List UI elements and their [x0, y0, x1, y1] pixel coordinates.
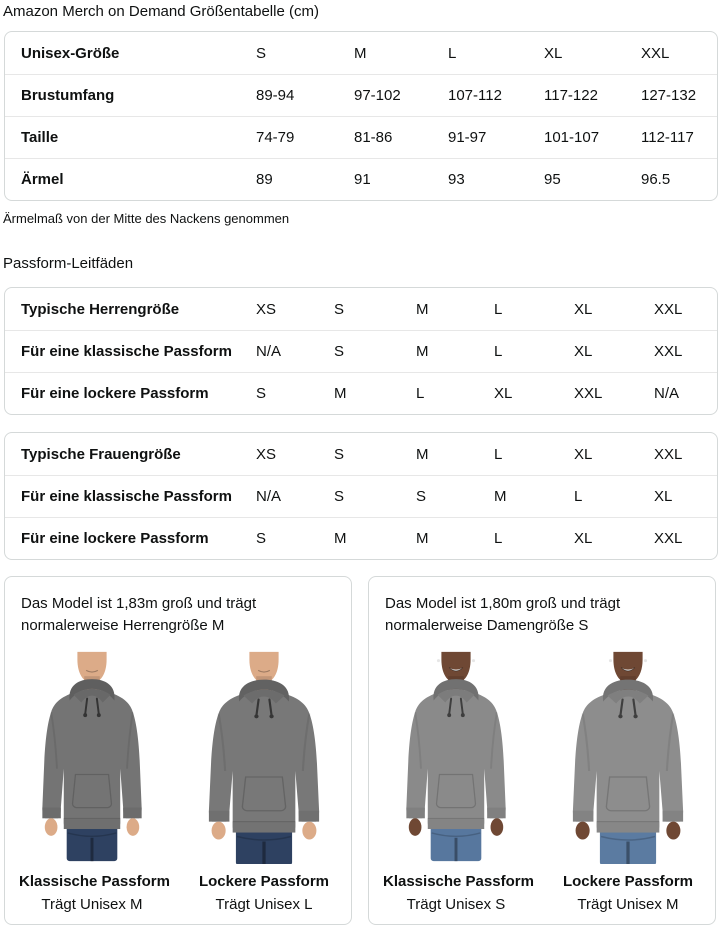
size-value: N/A	[654, 372, 717, 414]
size-value: 91-97	[448, 116, 544, 158]
model-photos	[19, 649, 337, 916]
table-row	[5, 74, 717, 116]
size-value: XXL	[654, 517, 717, 559]
size-value: S	[256, 372, 334, 414]
row-label: Typische Herrengröße	[21, 300, 180, 318]
size-value: 101-107	[544, 116, 641, 158]
size-value: N/A	[256, 475, 334, 517]
size-value: M	[354, 44, 367, 62]
size-value: XXL	[654, 300, 683, 318]
row-label: Brustumfang	[5, 74, 256, 116]
size-value: XS	[256, 300, 277, 318]
table-row	[5, 372, 717, 414]
size-value: M	[416, 330, 494, 372]
size-value: L	[574, 475, 654, 517]
model-photo	[19, 649, 165, 864]
size-value: 74-79	[256, 116, 354, 158]
model-figure	[383, 649, 534, 916]
size-value: M	[416, 300, 429, 318]
size-value: 93	[448, 158, 544, 200]
table-row	[5, 433, 717, 475]
size-value: M	[494, 475, 574, 517]
size-value: L	[416, 372, 494, 414]
model-photo	[191, 649, 337, 864]
size-value: S	[334, 445, 345, 463]
size-value: 97-102	[354, 74, 448, 116]
size-value: XXL	[574, 372, 654, 414]
size-value: S	[256, 44, 267, 62]
size-value: 107-112	[448, 74, 544, 116]
size-value: XL	[574, 300, 593, 318]
size-value: M	[416, 517, 494, 559]
worn-size-label: Trägt Unisex M	[41, 896, 143, 913]
size-value: S	[334, 475, 416, 517]
size-value: XL	[544, 44, 563, 62]
size-value: XL	[574, 517, 654, 559]
table-row	[5, 158, 717, 200]
fit-label: Klassische Passform	[19, 873, 170, 890]
model-figure	[191, 649, 337, 916]
fit-label: Lockere Passform	[198, 873, 330, 890]
model-figure	[555, 649, 701, 916]
size-value: N/A	[256, 330, 334, 372]
size-value: S	[334, 330, 416, 372]
model-photo	[383, 649, 529, 864]
size-value: M	[334, 517, 416, 559]
model-photos	[383, 649, 701, 916]
size-value: L	[448, 44, 457, 62]
womens-fit-table	[4, 432, 718, 560]
table-row	[5, 517, 717, 559]
size-value: 89-94	[256, 74, 354, 116]
size-value: L	[494, 300, 503, 318]
model-description: Das Model ist 1,80m groß und trägt normalerweise Damengröße S	[385, 595, 621, 634]
size-value: 112-117	[641, 116, 717, 158]
fit-guides-heading: Passform-Leitfäden	[3, 255, 134, 272]
size-value: XXL	[654, 330, 717, 372]
model-description: Das Model ist 1,83m groß und trägt normalerweise Herrengröße M	[21, 595, 257, 634]
sleeve-measure-note: Ärmelmaß von der Mitte des Nackens genommen	[3, 211, 290, 226]
size-value: L	[494, 445, 503, 463]
size-value: XS	[256, 445, 277, 463]
row-label: Ärmel	[5, 158, 256, 200]
womens-model-card	[368, 576, 716, 925]
size-value: XL	[494, 372, 574, 414]
size-value: S	[416, 475, 494, 517]
size-value: L	[494, 517, 574, 559]
model-figure	[19, 649, 170, 916]
size-value: XXL	[641, 44, 670, 62]
size-value: S	[256, 517, 334, 559]
model-cards-row	[4, 576, 716, 925]
size-value: 96.5	[641, 158, 717, 200]
mens-model-card	[4, 576, 352, 925]
worn-size-label: Trägt Unisex S	[406, 896, 506, 913]
model-photo	[555, 649, 701, 864]
size-value: 127-132	[641, 74, 717, 116]
worn-size-label: Trägt Unisex L	[215, 896, 313, 913]
table-row	[5, 475, 717, 517]
row-label: Für eine lockere Passform	[5, 517, 256, 559]
row-label: Für eine lockere Passform	[5, 372, 256, 414]
size-value: L	[494, 330, 574, 372]
fit-label: Klassische Passform	[383, 873, 534, 890]
size-value: 81-86	[354, 116, 448, 158]
table-row	[5, 330, 717, 372]
unisex-size-table	[4, 31, 718, 201]
size-value: M	[416, 445, 429, 463]
row-label: Typische Frauengröße	[21, 445, 181, 463]
table-row	[5, 116, 717, 158]
size-value: 91	[354, 158, 448, 200]
size-value: XL	[654, 475, 717, 517]
mens-fit-table	[4, 287, 718, 415]
table-row	[5, 288, 717, 330]
size-value: XL	[574, 445, 593, 463]
size-value: M	[334, 372, 416, 414]
size-value: XL	[574, 330, 654, 372]
size-value: S	[334, 300, 345, 318]
row-label: Für eine klassische Passform	[5, 475, 256, 517]
size-value: XXL	[654, 445, 683, 463]
row-label: Für eine klassische Passform	[5, 330, 256, 372]
size-value: 89	[256, 158, 354, 200]
fit-label: Lockere Passform	[562, 873, 694, 890]
size-value: 95	[544, 158, 641, 200]
row-label: Taille	[5, 116, 256, 158]
page-title: Amazon Merch on Demand Größentabelle (cm)	[3, 3, 319, 20]
table-row	[5, 32, 717, 74]
row-label: Unisex-Größe	[21, 44, 120, 62]
worn-size-label: Trägt Unisex M	[577, 896, 679, 913]
size-value: 117-122	[544, 74, 641, 116]
